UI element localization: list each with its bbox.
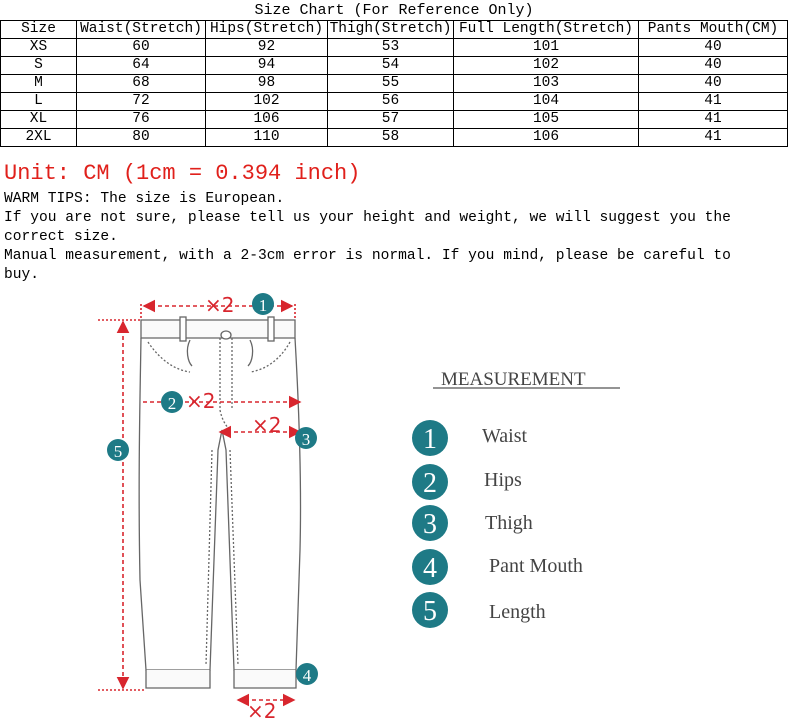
svg-text:3: 3 — [423, 509, 437, 540]
cell-full-length: 105 — [454, 111, 639, 129]
legend-item-waist — [412, 420, 527, 456]
cell-size: L — [1, 93, 77, 111]
cell-waist: 72 — [77, 93, 206, 111]
cell-pants-mouth: 41 — [639, 93, 788, 111]
legend-item-pant-mouth — [412, 549, 583, 585]
cell-hips: 98 — [206, 75, 328, 93]
cell-full-length: 101 — [454, 39, 639, 57]
cell-waist: 80 — [77, 129, 206, 147]
chart-title: Size Chart (For Reference Only) — [254, 2, 534, 19]
diagram-badge-3 — [295, 427, 317, 449]
cell-pants-mouth: 40 — [639, 39, 788, 57]
cell-hips: 110 — [206, 129, 328, 147]
legend-item-length — [412, 592, 546, 628]
legend-title: MEASUREMENT — [441, 369, 586, 390]
cell-full-length: 102 — [454, 57, 639, 75]
cell-size: M — [1, 75, 77, 93]
cell-pants-mouth: 41 — [639, 111, 788, 129]
cell-full-length: 103 — [454, 75, 639, 93]
svg-text:4: 4 — [423, 553, 437, 584]
suggestion-line: If you are not sure, please tell us your height and weight, we will suggest you the — [4, 210, 731, 226]
cell-thigh: 58 — [328, 129, 454, 147]
measurement-error-line-cont: buy. — [4, 267, 40, 283]
pants-drawing — [139, 317, 300, 688]
mouth-multiplier: ×2 — [247, 699, 277, 723]
cell-hips: 106 — [206, 111, 328, 129]
table-row — [1, 57, 788, 75]
thigh-multiplier: ×2 — [252, 413, 282, 437]
table-row — [1, 75, 788, 93]
suggestion-line-cont: correct size. — [4, 229, 118, 245]
cell-pants-mouth: 40 — [639, 57, 788, 75]
measurement-error-line: Manual measurement, with a 2-3cm error is normal. If you mind, please be careful to — [4, 248, 731, 264]
diagram-badge-2 — [161, 391, 183, 413]
table-row — [1, 93, 788, 111]
cell-size: XL — [1, 111, 77, 129]
svg-text:1: 1 — [423, 424, 437, 455]
svg-text:Length: Length — [489, 601, 546, 623]
cell-waist: 64 — [77, 57, 206, 75]
cell-thigh: 57 — [328, 111, 454, 129]
svg-text:Thigh: Thigh — [485, 512, 533, 534]
size-table — [0, 20, 788, 147]
diagram-badge-4 — [296, 663, 318, 685]
svg-text:5: 5 — [423, 596, 437, 627]
table-row — [1, 111, 788, 129]
legend-item-thigh — [412, 505, 533, 541]
cell-waist: 76 — [77, 111, 206, 129]
table-header-row — [1, 21, 788, 39]
cell-pants-mouth: 41 — [639, 129, 788, 147]
cell-waist: 60 — [77, 39, 206, 57]
cell-size: 2XL — [1, 129, 77, 147]
header-pants-mouth: Pants Mouth(CM) — [639, 21, 788, 39]
diagram-badge-5 — [107, 439, 129, 461]
cell-full-length: 104 — [454, 93, 639, 111]
cell-waist: 68 — [77, 75, 206, 93]
table-row — [1, 129, 788, 147]
header-full-length: Full Length(Stretch) — [454, 21, 639, 39]
cell-thigh: 56 — [328, 93, 454, 111]
svg-text:1: 1 — [258, 296, 268, 315]
legend-item-hips — [412, 464, 522, 500]
waist-multiplier: ×2 — [205, 293, 235, 317]
cell-hips: 94 — [206, 57, 328, 75]
diagram-badge-1 — [252, 293, 274, 315]
hips-multiplier: ×2 — [186, 389, 216, 413]
cell-thigh: 54 — [328, 57, 454, 75]
table-row — [1, 39, 788, 57]
measurement-arrows — [98, 304, 300, 700]
svg-text:4: 4 — [302, 666, 312, 685]
unit-conversion-note: Unit: CM (1cm = 0.394 inch) — [4, 161, 361, 186]
cell-pants-mouth: 40 — [639, 75, 788, 93]
header-hips: Hips(Stretch) — [206, 21, 328, 39]
header-thigh: Thigh(Stretch) — [328, 21, 454, 39]
cell-thigh: 53 — [328, 39, 454, 57]
svg-text:Waist: Waist — [482, 425, 528, 447]
cell-hips: 92 — [206, 39, 328, 57]
cell-thigh: 55 — [328, 75, 454, 93]
header-size: Size — [1, 21, 77, 39]
svg-text:Pant Mouth: Pant Mouth — [489, 555, 583, 577]
svg-text:2: 2 — [167, 394, 177, 413]
svg-text:Hips: Hips — [484, 469, 522, 491]
svg-text:5: 5 — [113, 442, 123, 461]
svg-text:2: 2 — [423, 468, 437, 499]
cell-hips: 102 — [206, 93, 328, 111]
svg-text:3: 3 — [301, 430, 311, 449]
measurement-illustration — [0, 280, 788, 728]
header-waist: Waist(Stretch) — [77, 21, 206, 39]
measurement-legend — [412, 369, 620, 628]
cell-size: XS — [1, 39, 77, 57]
warm-tips-line: WARM TIPS: The size is European. — [4, 191, 285, 207]
cell-full-length: 106 — [454, 129, 639, 147]
cell-size: S — [1, 57, 77, 75]
